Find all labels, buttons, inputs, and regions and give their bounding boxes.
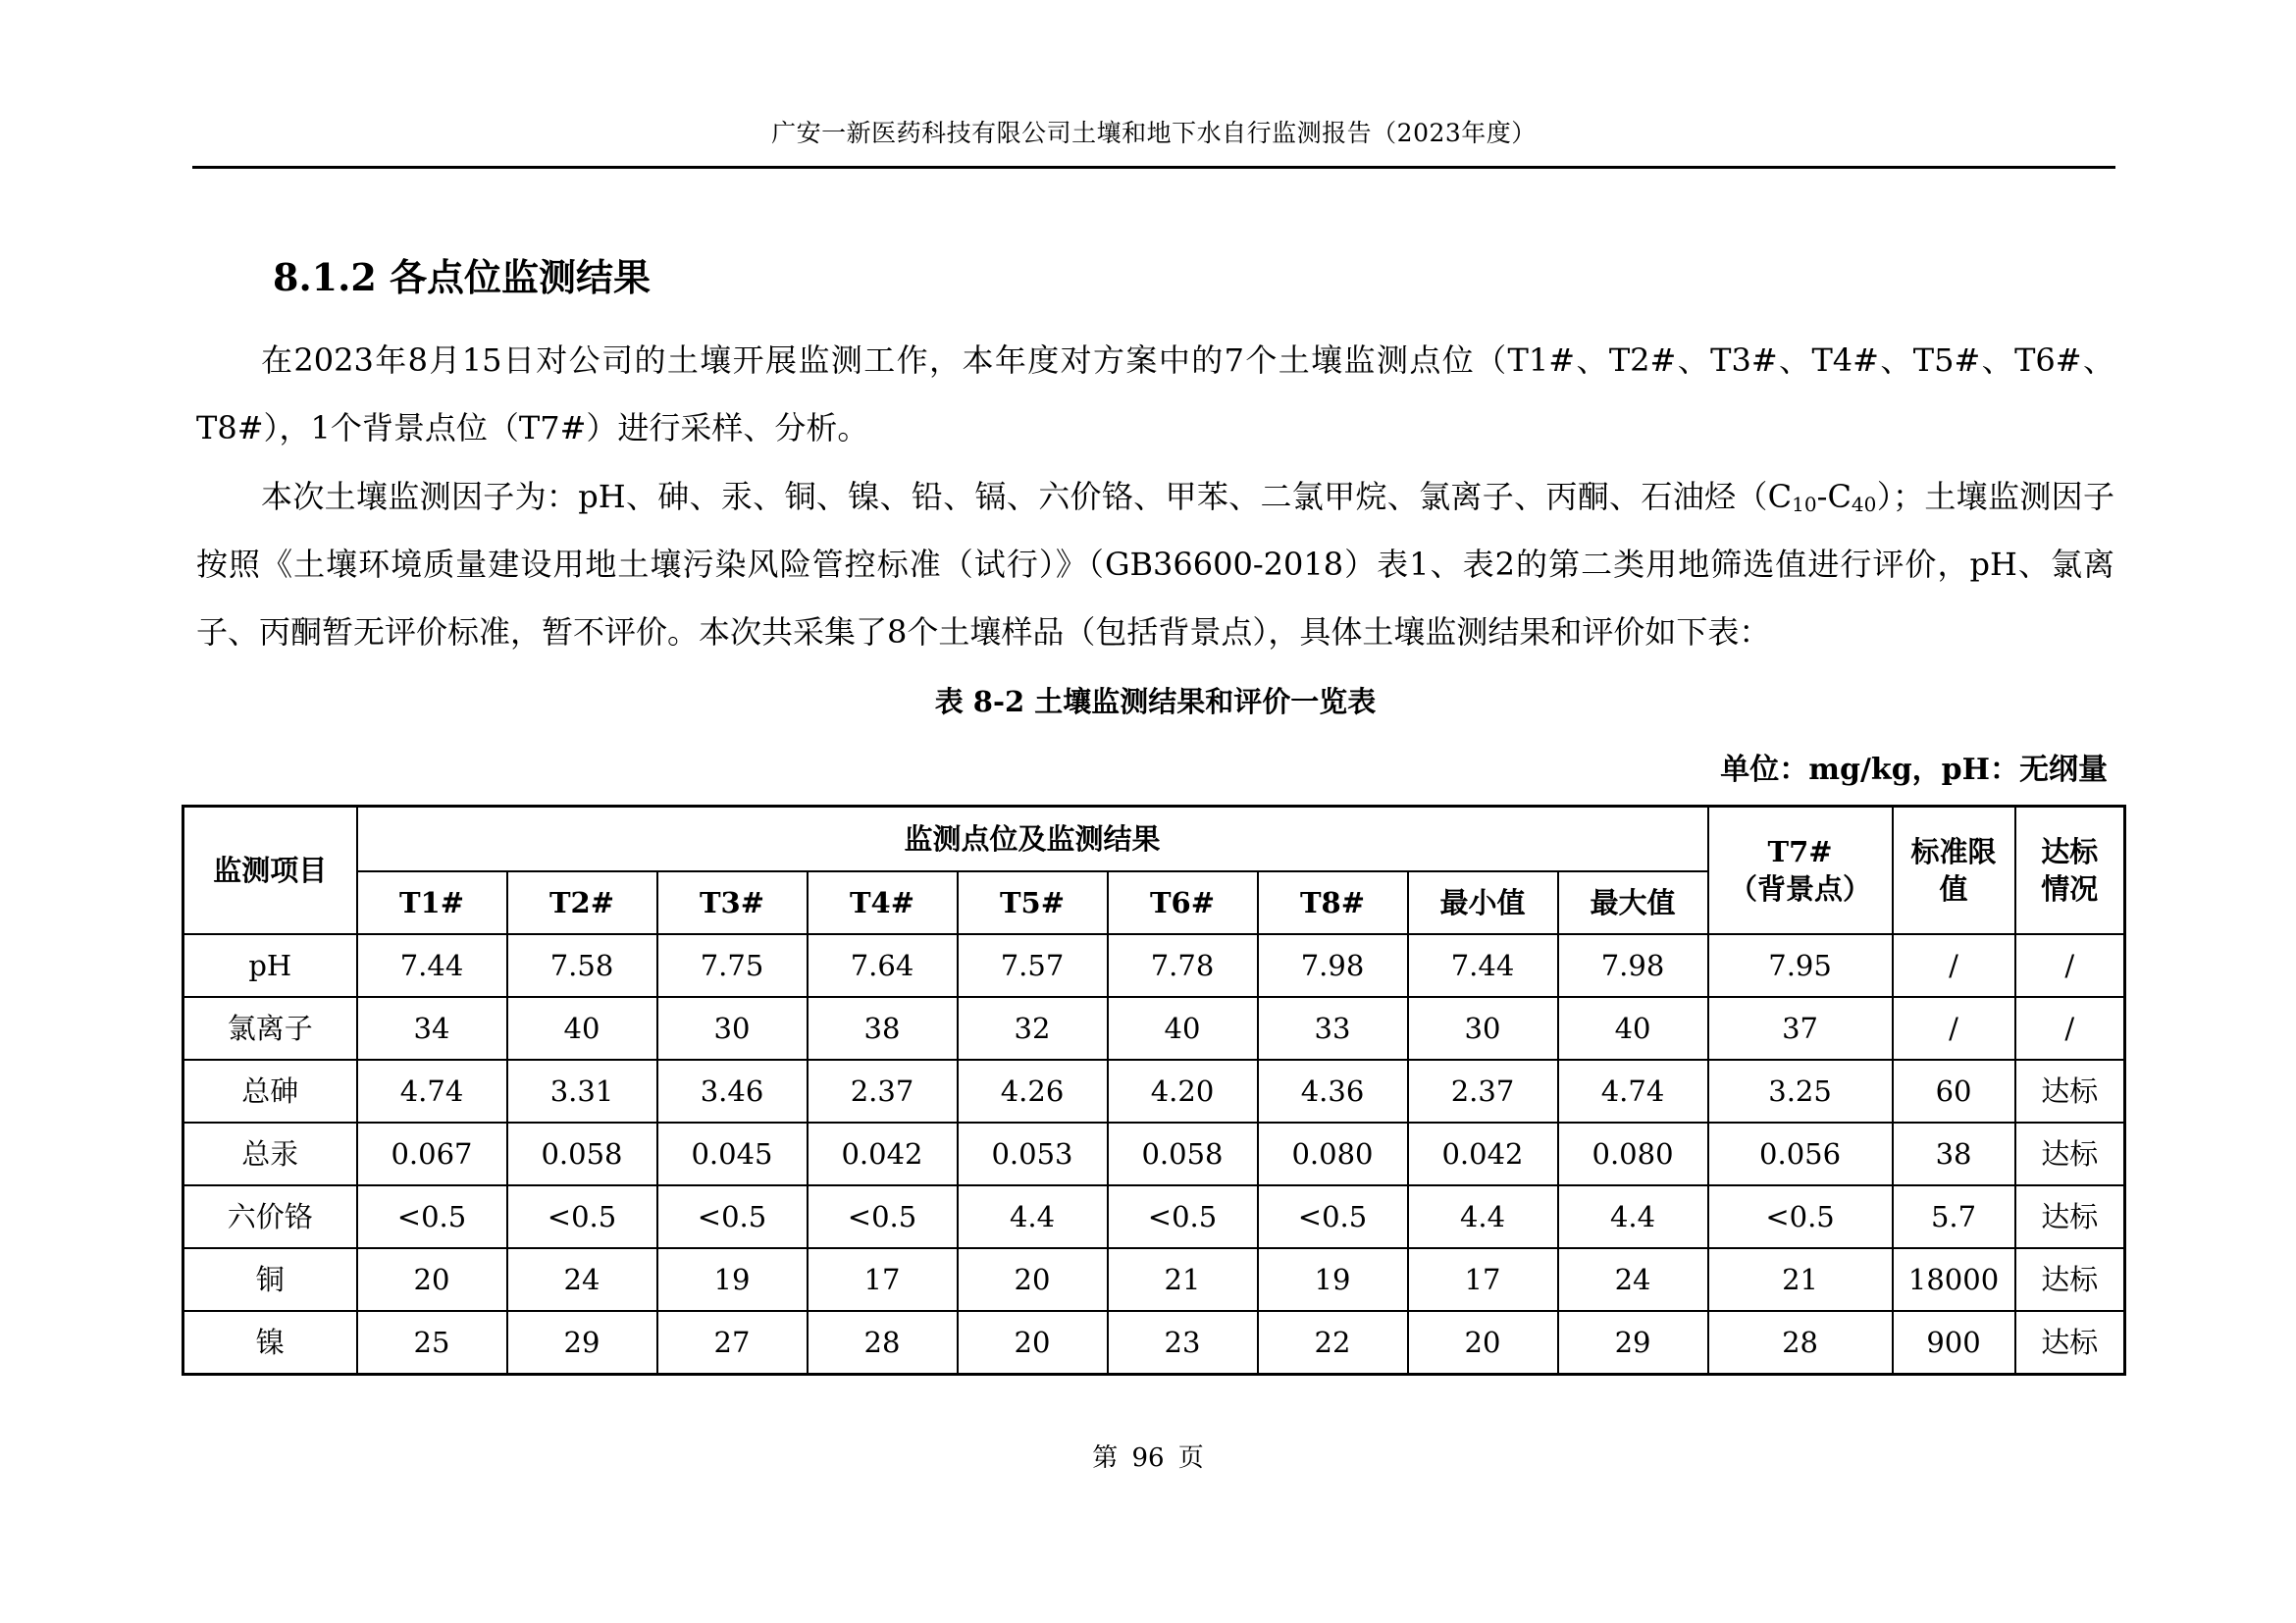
- table-row: [183, 934, 2125, 997]
- table-row: [183, 997, 2125, 1060]
- row-value: 30: [657, 997, 808, 1060]
- header-group: 监测点位及监测结果: [357, 807, 1708, 872]
- row-limit: 60: [1893, 1060, 2015, 1123]
- row-status: 达标: [2015, 1123, 2125, 1185]
- row-value: 23: [1108, 1311, 1258, 1375]
- row-value: 33: [1258, 997, 1408, 1060]
- row-value: 4.36: [1258, 1060, 1408, 1123]
- page-number: 第 96 页: [1092, 1443, 1204, 1473]
- paragraph-factors-part-c: ）；土壤监测因子按照《土壤环境质量建设用地土壤污染风险管控标准（试行）》（GB36600-2018）表1、表2的第二类用地筛选值进行评价，pH、氯离子、丙酮暂无评价标准，暂不评价。本次共采集了8个土壤样品（包括背景点），具体土壤监测结果和评价如下表：: [196, 478, 2114, 651]
- row-item: 镍: [183, 1311, 357, 1375]
- row-value: 4.4: [958, 1185, 1108, 1248]
- row-value: 24: [507, 1248, 657, 1311]
- row-value: 29: [507, 1311, 657, 1375]
- row-value: 7.44: [357, 934, 507, 997]
- row-value: 7.78: [1108, 934, 1258, 997]
- table-unit-note: 单位：mg/kg，pH：无纲量: [1720, 753, 2108, 787]
- row-value: 17: [808, 1248, 958, 1311]
- row-value: 38: [808, 997, 958, 1060]
- row-value: 0.053: [958, 1123, 1108, 1185]
- row-bg-value: 37: [1708, 997, 1893, 1060]
- row-limit: /: [1893, 934, 2015, 997]
- row-value: 0.080: [1258, 1123, 1408, 1185]
- table-body: [183, 934, 2125, 1375]
- row-value: 40: [507, 997, 657, 1060]
- paragraph-factors: [196, 463, 2114, 666]
- row-bg-value: 0.056: [1708, 1123, 1893, 1185]
- row-value: 20: [958, 1248, 1108, 1311]
- row-value: 17: [1408, 1248, 1558, 1311]
- row-value: 4.20: [1108, 1060, 1258, 1123]
- row-status: /: [2015, 934, 2125, 997]
- row-value: 7.64: [808, 934, 958, 997]
- header-col: T3#: [657, 871, 808, 934]
- row-value: 0.058: [507, 1123, 657, 1185]
- section-title: 8.1.2 各点位监测结果: [273, 255, 652, 299]
- row-value: 3.46: [657, 1060, 808, 1123]
- table-row: [183, 1248, 2125, 1311]
- row-value: <0.5: [1258, 1185, 1408, 1248]
- row-value: 4.4: [1558, 1185, 1708, 1248]
- table-row: [183, 1311, 2125, 1375]
- row-limit: /: [1893, 997, 2015, 1060]
- row-item: 铜: [183, 1248, 357, 1311]
- header-col: 最小值: [1408, 871, 1558, 934]
- row-value: 4.26: [958, 1060, 1108, 1123]
- row-status: 达标: [2015, 1248, 2125, 1311]
- row-value: <0.5: [808, 1185, 958, 1248]
- row-value: 0.080: [1558, 1123, 1708, 1185]
- row-value: 19: [1258, 1248, 1408, 1311]
- row-value: 28: [808, 1311, 958, 1375]
- row-value: 4.74: [1558, 1060, 1708, 1123]
- row-value: 20: [357, 1248, 507, 1311]
- paragraph-sampling: 在2023年8月15日对公司的土壤开展监测工作，本年度对方案中的7个土壤监测点位（T1#、T2#、T3#、T4#、T5#、T6#、T8#），1个背景点位（T7#）进行采样、分析。: [196, 341, 2114, 446]
- row-value: 0.042: [1408, 1123, 1558, 1185]
- header-bg-point-note: （背景点）: [1729, 872, 1872, 906]
- row-limit: 18000: [1893, 1248, 2015, 1311]
- row-value: 34: [357, 997, 507, 1060]
- subscript-10: 10: [1792, 493, 1817, 516]
- row-value: 20: [958, 1311, 1108, 1375]
- row-value: 7.44: [1408, 934, 1558, 997]
- paragraph-factors-part-a: 本次土壤监测因子为：pH、砷、汞、铜、镍、铅、镉、六价铬、甲苯、二氯甲烷、氯离子、丙酮、石油烃（C: [261, 478, 1793, 515]
- row-value: 22: [1258, 1311, 1408, 1375]
- header-limit: 标准限值: [1893, 807, 2015, 935]
- header-col: T8#: [1258, 871, 1408, 934]
- soil-monitoring-table: [182, 805, 2126, 1376]
- row-item: 氯离子: [183, 997, 357, 1060]
- table-row: [183, 1123, 2125, 1185]
- row-bg-value: 28: [1708, 1311, 1893, 1375]
- table-header-row-1: [183, 807, 2125, 872]
- row-item: 六价铬: [183, 1185, 357, 1248]
- row-status: 达标: [2015, 1311, 2125, 1375]
- row-value: 21: [1108, 1248, 1258, 1311]
- row-bg-value: <0.5: [1708, 1185, 1893, 1248]
- row-value: 29: [1558, 1311, 1708, 1375]
- header-col: T2#: [507, 871, 657, 934]
- header-col: T4#: [808, 871, 958, 934]
- row-value: 7.98: [1558, 934, 1708, 997]
- table-row: [183, 1185, 2125, 1248]
- row-value: 2.37: [808, 1060, 958, 1123]
- row-value: 7.75: [657, 934, 808, 997]
- row-bg-value: 7.95: [1708, 934, 1893, 997]
- row-status: 达标: [2015, 1185, 2125, 1248]
- row-value: 0.067: [357, 1123, 507, 1185]
- row-limit: 38: [1893, 1123, 2015, 1185]
- row-value: <0.5: [1108, 1185, 1258, 1248]
- row-value: 7.57: [958, 934, 1108, 997]
- row-value: 3.31: [507, 1060, 657, 1123]
- row-bg-value: 3.25: [1708, 1060, 1893, 1123]
- row-item: 总汞: [183, 1123, 357, 1185]
- row-item: pH: [183, 934, 357, 997]
- row-value: 7.58: [507, 934, 657, 997]
- row-status: 达标: [2015, 1060, 2125, 1123]
- row-value: 20: [1408, 1311, 1558, 1375]
- header-bg-point: [1708, 807, 1893, 935]
- row-value: 4.74: [357, 1060, 507, 1123]
- row-value: 24: [1558, 1248, 1708, 1311]
- row-value: <0.5: [357, 1185, 507, 1248]
- row-value: 7.98: [1258, 934, 1408, 997]
- subscript-40: 40: [1851, 493, 1877, 516]
- paragraph-factors-part-b: -C: [1816, 478, 1852, 515]
- row-limit: 5.7: [1893, 1185, 2015, 1248]
- row-value: <0.5: [657, 1185, 808, 1248]
- row-value: 32: [958, 997, 1108, 1060]
- row-value: 19: [657, 1248, 808, 1311]
- header-col: 最大值: [1558, 871, 1708, 934]
- row-item: 总砷: [183, 1060, 357, 1123]
- row-status: /: [2015, 997, 2125, 1060]
- header-col: T6#: [1108, 871, 1258, 934]
- row-value: 40: [1108, 997, 1258, 1060]
- row-value: 27: [657, 1311, 808, 1375]
- row-value: 40: [1558, 997, 1708, 1060]
- header-rule: [192, 166, 2115, 169]
- header-bg-point-label: T7#: [1767, 835, 1833, 868]
- header-col: T1#: [357, 871, 507, 934]
- header-col: T5#: [958, 871, 1108, 934]
- row-value: 25: [357, 1311, 507, 1375]
- row-value: 4.4: [1408, 1185, 1558, 1248]
- header-status: 达标情况: [2015, 807, 2125, 935]
- row-bg-value: 21: [1708, 1248, 1893, 1311]
- row-value: 2.37: [1408, 1060, 1558, 1123]
- row-value: 30: [1408, 997, 1558, 1060]
- row-value: 0.042: [808, 1123, 958, 1185]
- running-header: 广安一新医药科技有限公司土壤和地下水自行监测报告（2023年度）: [771, 119, 1537, 147]
- table-row: [183, 1060, 2125, 1123]
- row-limit: 900: [1893, 1311, 2015, 1375]
- row-value: 0.045: [657, 1123, 808, 1185]
- row-value: 0.058: [1108, 1123, 1258, 1185]
- header-item: 监测项目: [183, 807, 357, 935]
- row-value: <0.5: [507, 1185, 657, 1248]
- table-caption: 表 8-2 土壤监测结果和评价一览表: [934, 685, 1377, 718]
